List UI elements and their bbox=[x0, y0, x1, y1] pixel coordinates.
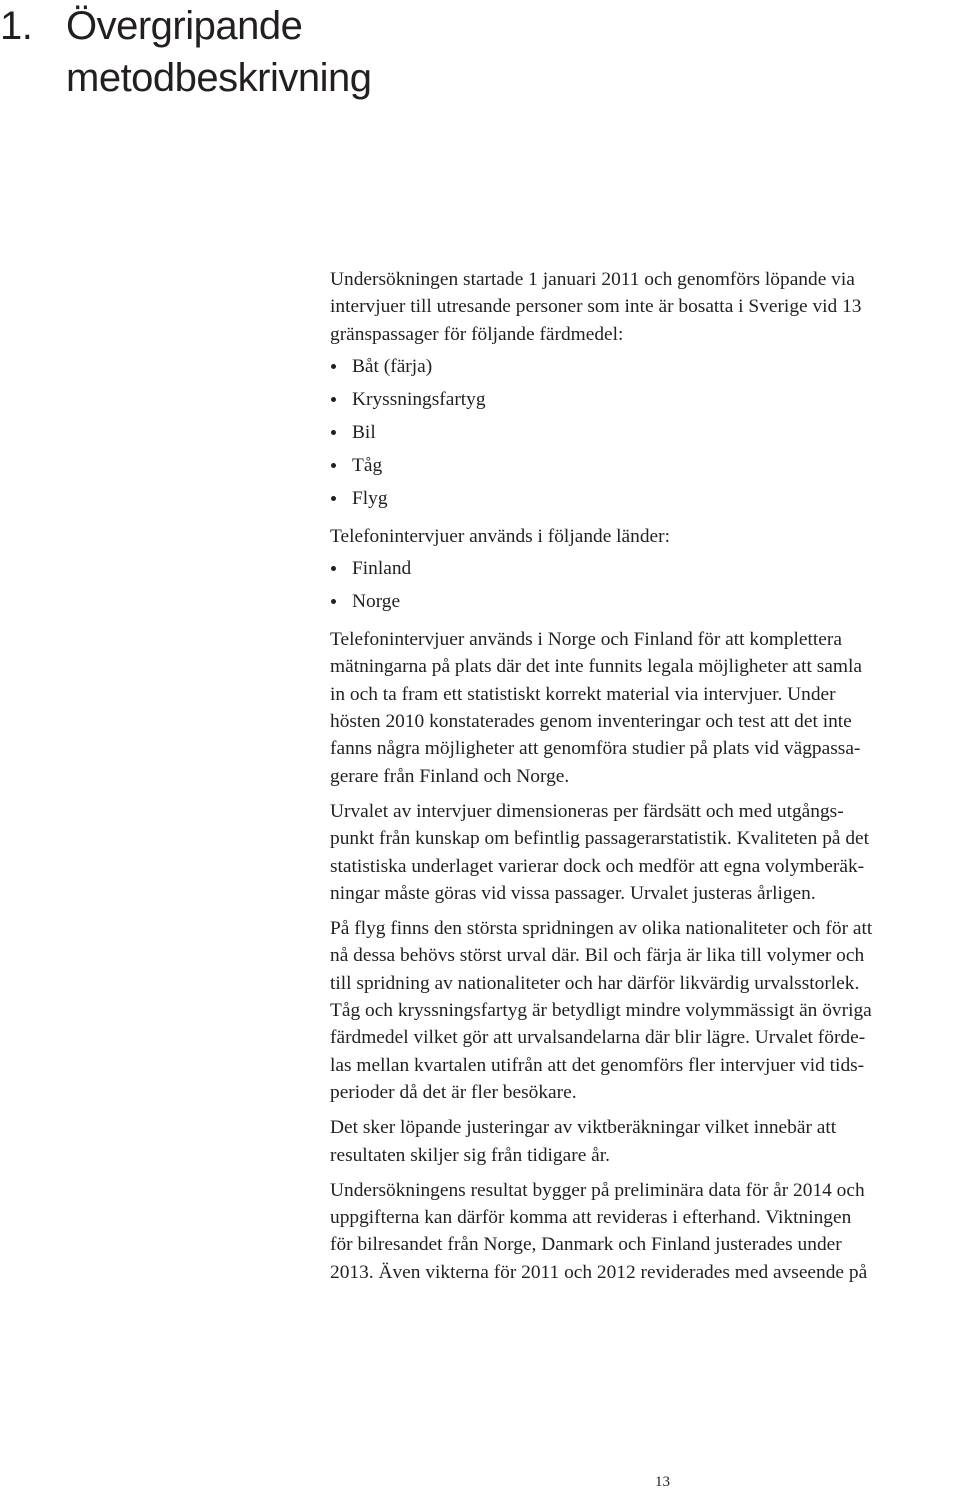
list-item-label: Flyg bbox=[352, 487, 388, 509]
text-line: intervjuer till utresande personer som inte är bosatta i Sverige vid 13 bbox=[330, 296, 862, 318]
text-line: mätningarna på plats där det inte funnits legala möjligheter att samla bbox=[330, 656, 862, 678]
text-line: för bilresandet från Norge, Danmark och Finland justerades under bbox=[330, 1234, 842, 1256]
paragraph-sample-distribution bbox=[330, 915, 958, 1106]
text-line: Undersökningens resultat bygger på preliminära data för år 2014 och bbox=[330, 1179, 865, 1201]
body-text bbox=[330, 266, 958, 1286]
bullet-icon bbox=[331, 364, 336, 369]
paragraph-sample-dimensioning bbox=[330, 798, 958, 907]
chapter-title-line-2: metodbeskrivning bbox=[66, 56, 372, 100]
text-line: nå dessa behövs störst urval där. Bil och färja är lika till volymer och bbox=[330, 945, 865, 967]
text-line: punkt från kunskap om befintlig passagerarstatistik. Kvaliteten på det bbox=[330, 828, 870, 850]
text-line: färdmedel vilket gör att urvalsandelarna där blir lägre. Urvalet förde- bbox=[330, 1027, 866, 1049]
text-line: fanns några möjligheter att genomföra studier på plats vid vägpassa- bbox=[330, 738, 861, 760]
text-line: las mellan kvartalen utifrån att det genomförs fler intervjuer vid tids- bbox=[330, 1054, 865, 1076]
paragraph-phone-interviews bbox=[330, 626, 958, 790]
list-item bbox=[330, 452, 958, 485]
text-line: Tåg och kryssningsfartyg är betydligt mindre volymmässigt än övriga bbox=[330, 1000, 872, 1022]
country-list bbox=[330, 555, 958, 621]
bullet-icon bbox=[331, 430, 336, 435]
paragraph-preliminary-data bbox=[330, 1177, 958, 1286]
list-item bbox=[330, 555, 958, 588]
text-line: ningar måste göras vid vissa passager. Urvalet justeras årligen. bbox=[330, 882, 816, 904]
chapter-number: 1. bbox=[0, 4, 33, 48]
bullet-icon bbox=[331, 496, 336, 501]
paragraph-weight-adjustments bbox=[330, 1114, 958, 1169]
bullet-icon bbox=[331, 599, 336, 604]
intro-paragraph bbox=[330, 266, 958, 348]
text-line: På flyg finns den största spridningen av olika nationaliteter och för att bbox=[330, 918, 873, 940]
text-line: uppgifterna kan därför komma att revideras i efterhand. Viktningen bbox=[330, 1207, 852, 1229]
page-number: 13 bbox=[655, 1474, 670, 1490]
text-line: gränspassager för följande färdmedel: bbox=[330, 323, 624, 345]
list-item-label: Båt (färja) bbox=[352, 355, 433, 377]
bullet-icon bbox=[331, 566, 336, 571]
text-line: Undersökningen startade 1 januari 2011 och genomförs löpande via bbox=[330, 269, 855, 290]
phone-interview-intro: Telefonintervjuer används i följande länder: bbox=[330, 525, 670, 547]
text-line: Telefonintervjuer används i Norge och Finland för att komplettera bbox=[330, 629, 842, 651]
text-line: hösten 2010 konstaterades genom inventeringar och test att det inte bbox=[330, 711, 852, 733]
text-line: till spridning av nationaliteter och har därför likvärdig urvalsstorlek. bbox=[330, 972, 860, 994]
transport-mode-list bbox=[330, 353, 958, 518]
list-item-label: Kryssningsfartyg bbox=[352, 388, 486, 410]
text-line: statistiska underlaget varierar dock och medför att egna volymberäk- bbox=[330, 855, 865, 877]
list-item bbox=[330, 588, 958, 621]
text-line: perioder då det är fler besökare. bbox=[330, 1081, 577, 1103]
list-item-label: Finland bbox=[352, 558, 412, 580]
list-item-label: Bil bbox=[352, 421, 376, 443]
text-line: Det sker löpande justeringar av viktberäkningar vilket innebär att bbox=[330, 1117, 837, 1139]
list-item bbox=[330, 485, 958, 518]
chapter-title-line-1: Övergripande bbox=[66, 4, 303, 48]
text-line: Urvalet av intervjuer dimensioneras per färdsätt och med utgångs- bbox=[330, 800, 844, 822]
text-line: 2013. Även vikterna för 2011 och 2012 reviderades med avseende på bbox=[330, 1261, 868, 1283]
list-item-label: Tåg bbox=[352, 454, 383, 476]
list-item bbox=[330, 419, 958, 452]
text-line: gerare från Finland och Norge. bbox=[330, 765, 570, 787]
text-line: in och ta fram ett statistiskt korrekt material via intervjuer. Under bbox=[330, 683, 836, 705]
list-item-label: Norge bbox=[352, 591, 401, 613]
bullet-icon bbox=[331, 463, 336, 468]
bullet-icon bbox=[331, 397, 336, 402]
list-item bbox=[330, 386, 958, 419]
list-item bbox=[330, 353, 958, 386]
text-line: resultaten skiljer sig från tidigare år. bbox=[330, 1144, 610, 1166]
